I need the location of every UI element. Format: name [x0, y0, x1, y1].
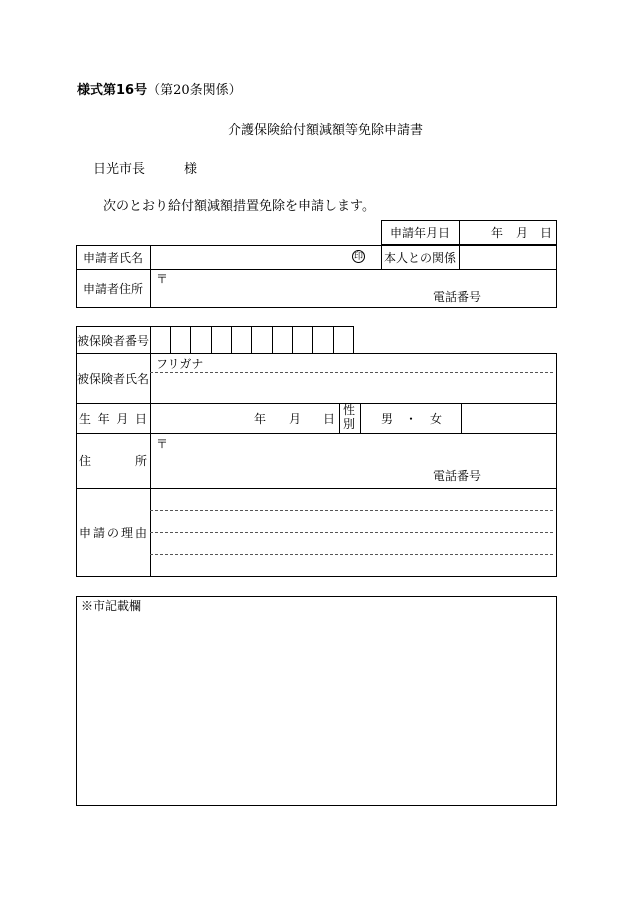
female-option: 女	[430, 412, 443, 426]
applicant-name-label: 申請者氏名	[82, 250, 143, 265]
digit-cell-divider	[150, 326, 151, 354]
digit-cell-divider	[190, 326, 191, 354]
form-title: 介護保険給付額減額等免除申請書	[228, 123, 424, 138]
digit-cell-divider	[251, 326, 252, 354]
sex-label-top: 性	[343, 403, 356, 417]
reason-char: 理	[120, 526, 133, 540]
honorific: 様	[184, 162, 198, 177]
reason-char: 由	[134, 526, 147, 540]
birth-day-label: 日	[323, 412, 336, 426]
date-month-label: 月	[516, 226, 529, 240]
address-char: 住	[79, 454, 92, 468]
divider	[360, 403, 361, 433]
office-use-label: ※市記載欄	[81, 599, 142, 613]
furigana-label: フリガナ	[156, 357, 204, 371]
application-date-label: 申請年月日	[389, 226, 450, 240]
insured-postal-mark: 〒	[156, 437, 169, 451]
birth-char: 日	[134, 411, 147, 426]
birth-char: 生	[79, 411, 92, 426]
divider	[150, 245, 151, 308]
applicant-phone-label: 電話番号	[433, 290, 482, 304]
relation-label: 本人との関係	[383, 250, 456, 265]
seal-icon: 印	[353, 252, 363, 262]
form-relation: （第20条関係）	[147, 83, 242, 98]
divider	[459, 220, 460, 245]
reason-line	[150, 532, 553, 533]
furigana-line	[150, 372, 553, 373]
label-column-divider	[150, 353, 151, 577]
digit-cell-divider	[170, 326, 171, 354]
digit-cell-divider	[292, 326, 293, 354]
divider	[76, 433, 557, 434]
digit-cell-divider	[312, 326, 313, 354]
digit-cell-divider	[333, 326, 334, 354]
divider	[459, 245, 460, 269]
reason-char: 請	[92, 526, 105, 540]
reason-line	[150, 554, 553, 555]
birth-month-label: 月	[289, 412, 302, 426]
divider	[461, 403, 462, 433]
divider	[339, 403, 340, 433]
applicant-address-label: 申請者住所	[82, 282, 143, 296]
date-day-label: 日	[540, 226, 553, 240]
birth-char: 月	[116, 411, 129, 426]
male-option: 男	[381, 412, 394, 426]
sex-separator: ・	[405, 412, 418, 426]
divider	[76, 488, 557, 489]
reason-char: 申	[79, 526, 92, 540]
postal-mark: 〒	[156, 272, 169, 286]
insured-name-label: 被保険者氏名	[76, 371, 149, 386]
reason-line	[150, 510, 553, 511]
insured-address-label	[79, 433, 147, 488]
form-number: 様式第16号	[77, 83, 148, 98]
digit-cell-divider	[211, 326, 212, 354]
reason-char: の	[106, 526, 119, 540]
intro-text: 次のとおり給付額減額措置免除を申請します。	[103, 199, 375, 214]
addressee: 日光市長	[93, 162, 146, 177]
form-number-line	[77, 83, 242, 99]
birth-date-label	[79, 403, 147, 433]
insured-number-label: 被保険者番号	[76, 333, 149, 348]
reason-label	[79, 488, 147, 577]
sex-label-bottom: 別	[343, 417, 356, 431]
address-char: 所	[134, 454, 147, 468]
date-year-label: 年	[491, 226, 504, 240]
divider	[76, 403, 557, 404]
digit-cell-divider	[272, 326, 273, 354]
insured-phone-label: 電話番号	[433, 469, 482, 483]
digit-cell-divider	[231, 326, 232, 354]
birth-year-label: 年	[254, 412, 267, 426]
office-use-box	[76, 596, 557, 806]
birth-char: 年	[97, 411, 110, 426]
